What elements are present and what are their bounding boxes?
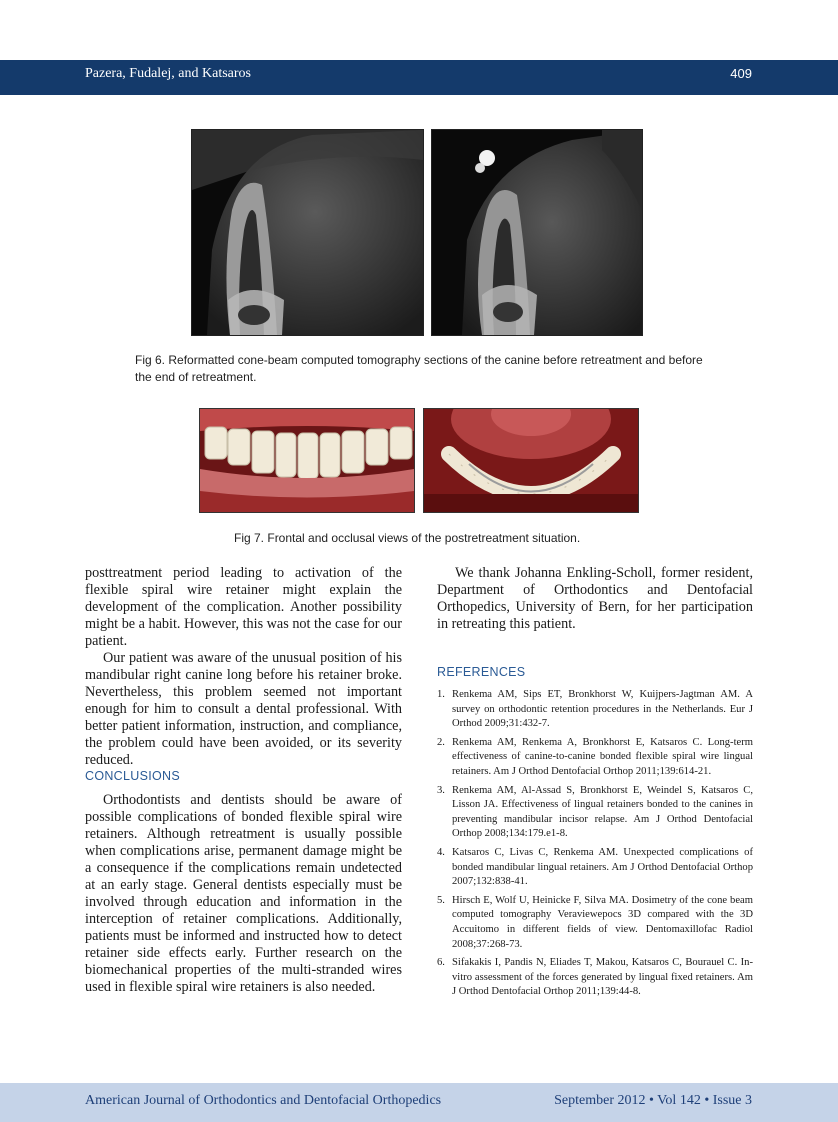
- fig7-frontal-photo: [199, 408, 415, 513]
- reference-text: Sifakakis I, Pandis N, Eliades T, Makou, Katsaros C, Bourauel C. In-vitro assessment of the forces generated by lingual fixed retainers. Am J Orthod Dentofacial Orthop 2011;139:44-8.: [452, 957, 753, 998]
- reference-text: Renkema AM, Sips ET, Bronkhorst W, Kuijpers-Jagtman AM. A survey on orthodontic retention procedures in the Netherlands. Eur J Orthod 2009;31:432-7.: [452, 689, 753, 730]
- conclusions-paragraph: Orthodontists and dentists should be aware of possible complications of bonded flexible spiral wire retainers. Although retreatment is usually possible when complications arise, permanent damage might be a consequence if the complications remain undetected at an early stage. General dentists especially must be involved through education and information in the interception of retainer complications. Additionally, patients must be informed and instructed how to detect retainer side effects early. Further research on the biomechanical properties of the multi-stranded wires used in flexible spiral wire retainers is also needed.: [85, 792, 402, 995]
- fig6-caption-text: Reformatted cone-beam computed tomography sections of the canine before retreatment and before the end of retreatment.: [135, 353, 703, 384]
- footer-journal-title: American Journal of Orthodontics and Dentofacial Orthopedics: [85, 1093, 442, 1108]
- fig7-occlusal-photo: [423, 408, 639, 513]
- fig6-caption: [135, 352, 710, 386]
- references-heading: REFERENCES: [437, 665, 526, 679]
- fig7-caption-label: Fig 7.: [234, 531, 265, 545]
- body-paragraph: posttreatment period leading to activation of the flexible spiral wire retainer might explain the development of the complication. Another possibility might be a habit. However, this was not the case for our patient.: [85, 565, 402, 649]
- fig7-caption: [234, 530, 654, 547]
- reference-number: 1.: [437, 689, 445, 700]
- fig6-ct-before-retreatment: [191, 129, 424, 336]
- reference-text: Renkema AM, Al-Assad S, Bronkhorst E, Weindel S, Katsaros C, Lisson JA. Effectiveness of lingual retainers bonded to the canines in preventing mandibular incisor relapse. Am J Orthod Dentofacial Orthop 2008;134:179.e1-8.: [452, 784, 753, 840]
- reference-number: 4.: [437, 846, 445, 858]
- fig6-ct-end-of-retreatment: [431, 129, 643, 336]
- conclusions-heading: CONCLUSIONS: [85, 769, 180, 783]
- reference-number: 2.: [437, 736, 445, 748]
- reference-text: Renkema AM, Renkema A, Bronkhorst E, Katsaros C. Long-term effectiveness of canine-to-canine bonded flexible spiral wire lingual retainers. Am J Orthod Dentofacial Orthop 2011;139:614-21.: [452, 736, 753, 777]
- footer-issue-info: September 2012 • Vol 142 • Issue 3: [554, 1093, 752, 1108]
- acknowledgment-paragraph: We thank Johanna Enkling-Scholl, former resident, Department of Orthodontics and Dentofacial Orthopedics, University of Bern, for her participation in retreating this patient.: [437, 565, 753, 632]
- left-column-body: [85, 565, 402, 769]
- body-paragraph: Our patient was aware of the unusual position of his mandibular right canine long before his retainer broke. Nevertheless, this problem seemed not important enough for him to consult a dental professional. With better patient information, instruction, and compliance, the problem could have been avoided, or its severity reduced.: [85, 650, 402, 768]
- references-list: [437, 688, 753, 1004]
- conclusions-body: [85, 792, 402, 996]
- page-number: 409: [730, 66, 752, 81]
- reference-item: [437, 688, 753, 732]
- reference-number: 6.: [437, 957, 445, 969]
- reference-item: [437, 784, 753, 842]
- reference-text: Hirsch E, Wolf U, Heinicke F, Silva MA. Dosimetry of the cone beam computed tomography Veraviewepocs 3D compared with the 3D Accuitomo in different fields of view. Dentomaxillofac Radiol 2008;37:268-73.: [452, 894, 753, 950]
- reference-number: 5.: [437, 894, 445, 906]
- reference-item: [437, 846, 753, 890]
- reference-text: Katsaros C, Livas C, Renkema AM. Unexpected complications of bonded mandibular lingual retainers. Am J Orthod Dentofacial Orthop 2007;132:838-41.: [452, 846, 753, 888]
- reference-number: 3.: [437, 784, 445, 796]
- running-header-authors: Pazera, Fudalej, and Katsaros: [85, 66, 251, 81]
- reference-item: [437, 894, 753, 952]
- reference-item: [437, 736, 753, 780]
- acknowledgment-body: [437, 565, 753, 633]
- fig6-caption-label: Fig 6.: [135, 353, 166, 367]
- reference-item: [437, 956, 753, 1000]
- fig7-caption-text: Frontal and occlusal views of the postretreatment situation.: [267, 531, 581, 545]
